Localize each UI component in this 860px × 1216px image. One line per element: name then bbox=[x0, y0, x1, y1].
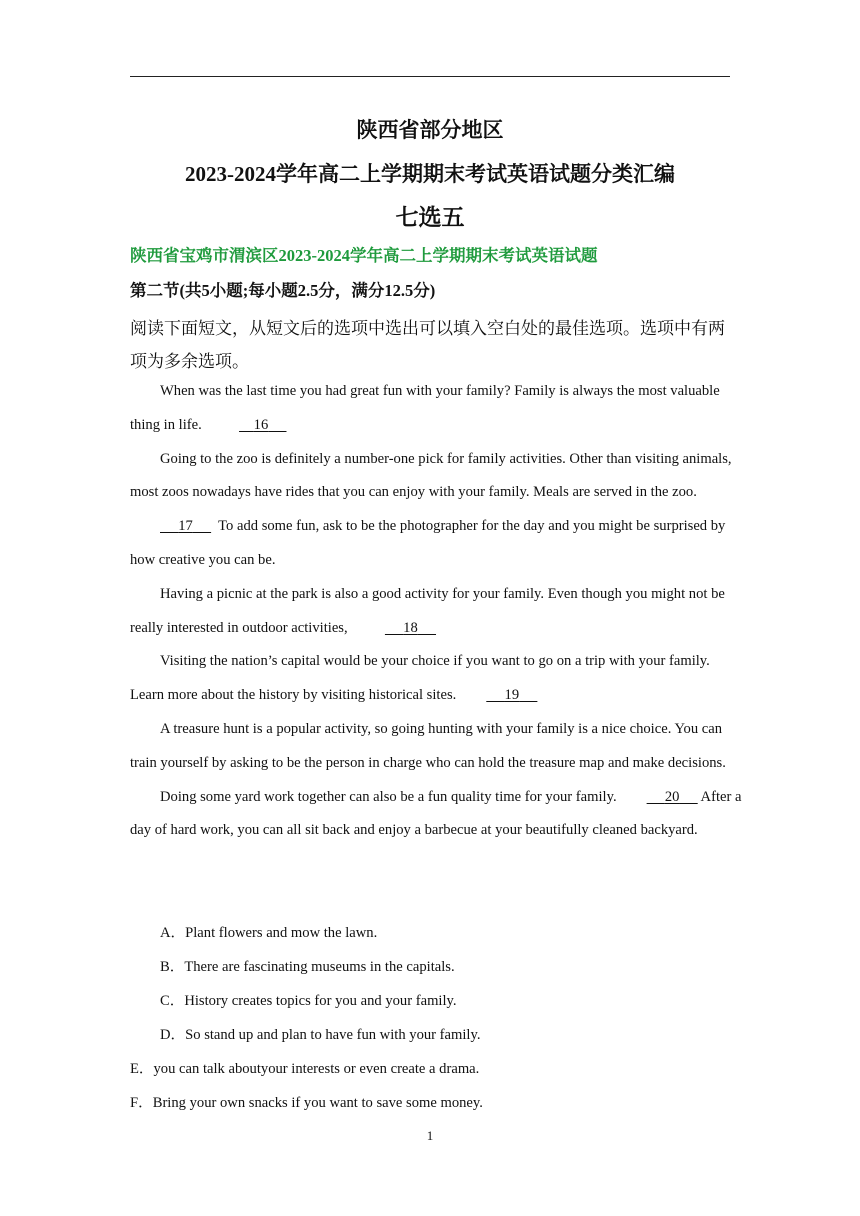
paragraph-6 bbox=[130, 781, 742, 849]
paragraph-text: Visiting the nation’s capital would be your choice if you want to go on a trip with your family. Learn more about the history by visiting historical sites. bbox=[130, 653, 710, 704]
paragraph-text: Going to the zoo is definitely a number-one pick for family activities. Other than visiting animals, most zoos nowadays have rides that you can enjoy with your family. Meals are served in the zoo. bbox=[130, 450, 732, 501]
blank-17: 17 bbox=[178, 518, 193, 535]
paragraph-text: When was the last time you had great fun with your family? Family is always the most valuable thing in life. bbox=[130, 383, 720, 433]
blank-20: 20 bbox=[664, 788, 680, 805]
title-exam: 2023-2024学年高二上学期期末考试英语试题分类汇编 bbox=[185, 162, 675, 186]
title-category: 七选五 bbox=[395, 205, 465, 230]
option-d: D．So stand up and plan to have fun with your family. bbox=[160, 1027, 481, 1043]
option-f: F．Bring your own snacks if you want to save some money. bbox=[130, 1095, 483, 1111]
blank-19: 19 bbox=[504, 687, 520, 704]
paragraph-2 bbox=[130, 443, 742, 578]
option-a: A．Plant flowers and mow the lawn. bbox=[160, 925, 378, 941]
option-c: C．History creates topics for you and your family. bbox=[160, 993, 457, 1009]
blank-18: 18 bbox=[403, 619, 418, 636]
source-heading: 陕西省宝鸡市渭滨区2023-2024学年高二上学期期末考试英语试题 bbox=[130, 246, 598, 265]
paragraph-5 bbox=[130, 713, 742, 781]
paragraph-3 bbox=[130, 578, 742, 646]
section-heading: 第二节(共5小题;每小题2.5分，满分12.5分) bbox=[130, 281, 436, 300]
option-b: B．There are fascinating museums in the capitals. bbox=[160, 959, 455, 975]
paragraph-1 bbox=[130, 375, 742, 443]
paragraph-text: After a day of hard work, you can all sit back and enjoy a barbecue at your beautifully cleaned backyard. bbox=[130, 788, 742, 839]
header-rule bbox=[130, 76, 730, 77]
blank-16: 16 bbox=[253, 416, 269, 433]
paragraph-text: Having a picnic at the park is also a good activity for your family. Even though you might not be really interested in outdoor activities, bbox=[130, 585, 725, 636]
paragraph-4 bbox=[130, 645, 742, 713]
option-e: E．you can talk aboutyour interests or even create a drama. bbox=[130, 1061, 480, 1077]
instructions: 阅读下面短文，从短文后的选项中选出可以填入空白处的最佳选项。选项中有两项为多余选项。 bbox=[130, 319, 725, 371]
passage bbox=[130, 375, 742, 848]
paragraph-text: Doing some yard work together can also be a fun quality time for your family. bbox=[160, 788, 617, 805]
page-number: 1 bbox=[426, 1128, 434, 1143]
paragraph-text: To add some fun, ask to be the photographer for the day and you might be surprised by how creative you can be. bbox=[130, 518, 726, 568]
title-region: 陕西省部分地区 bbox=[356, 118, 504, 142]
paragraph-text: A treasure hunt is a popular activity, so going hunting with your family is a nice choice. You can train yourself by asking to be the person in charge who can hold the treasure map and make decisions. bbox=[130, 720, 726, 771]
